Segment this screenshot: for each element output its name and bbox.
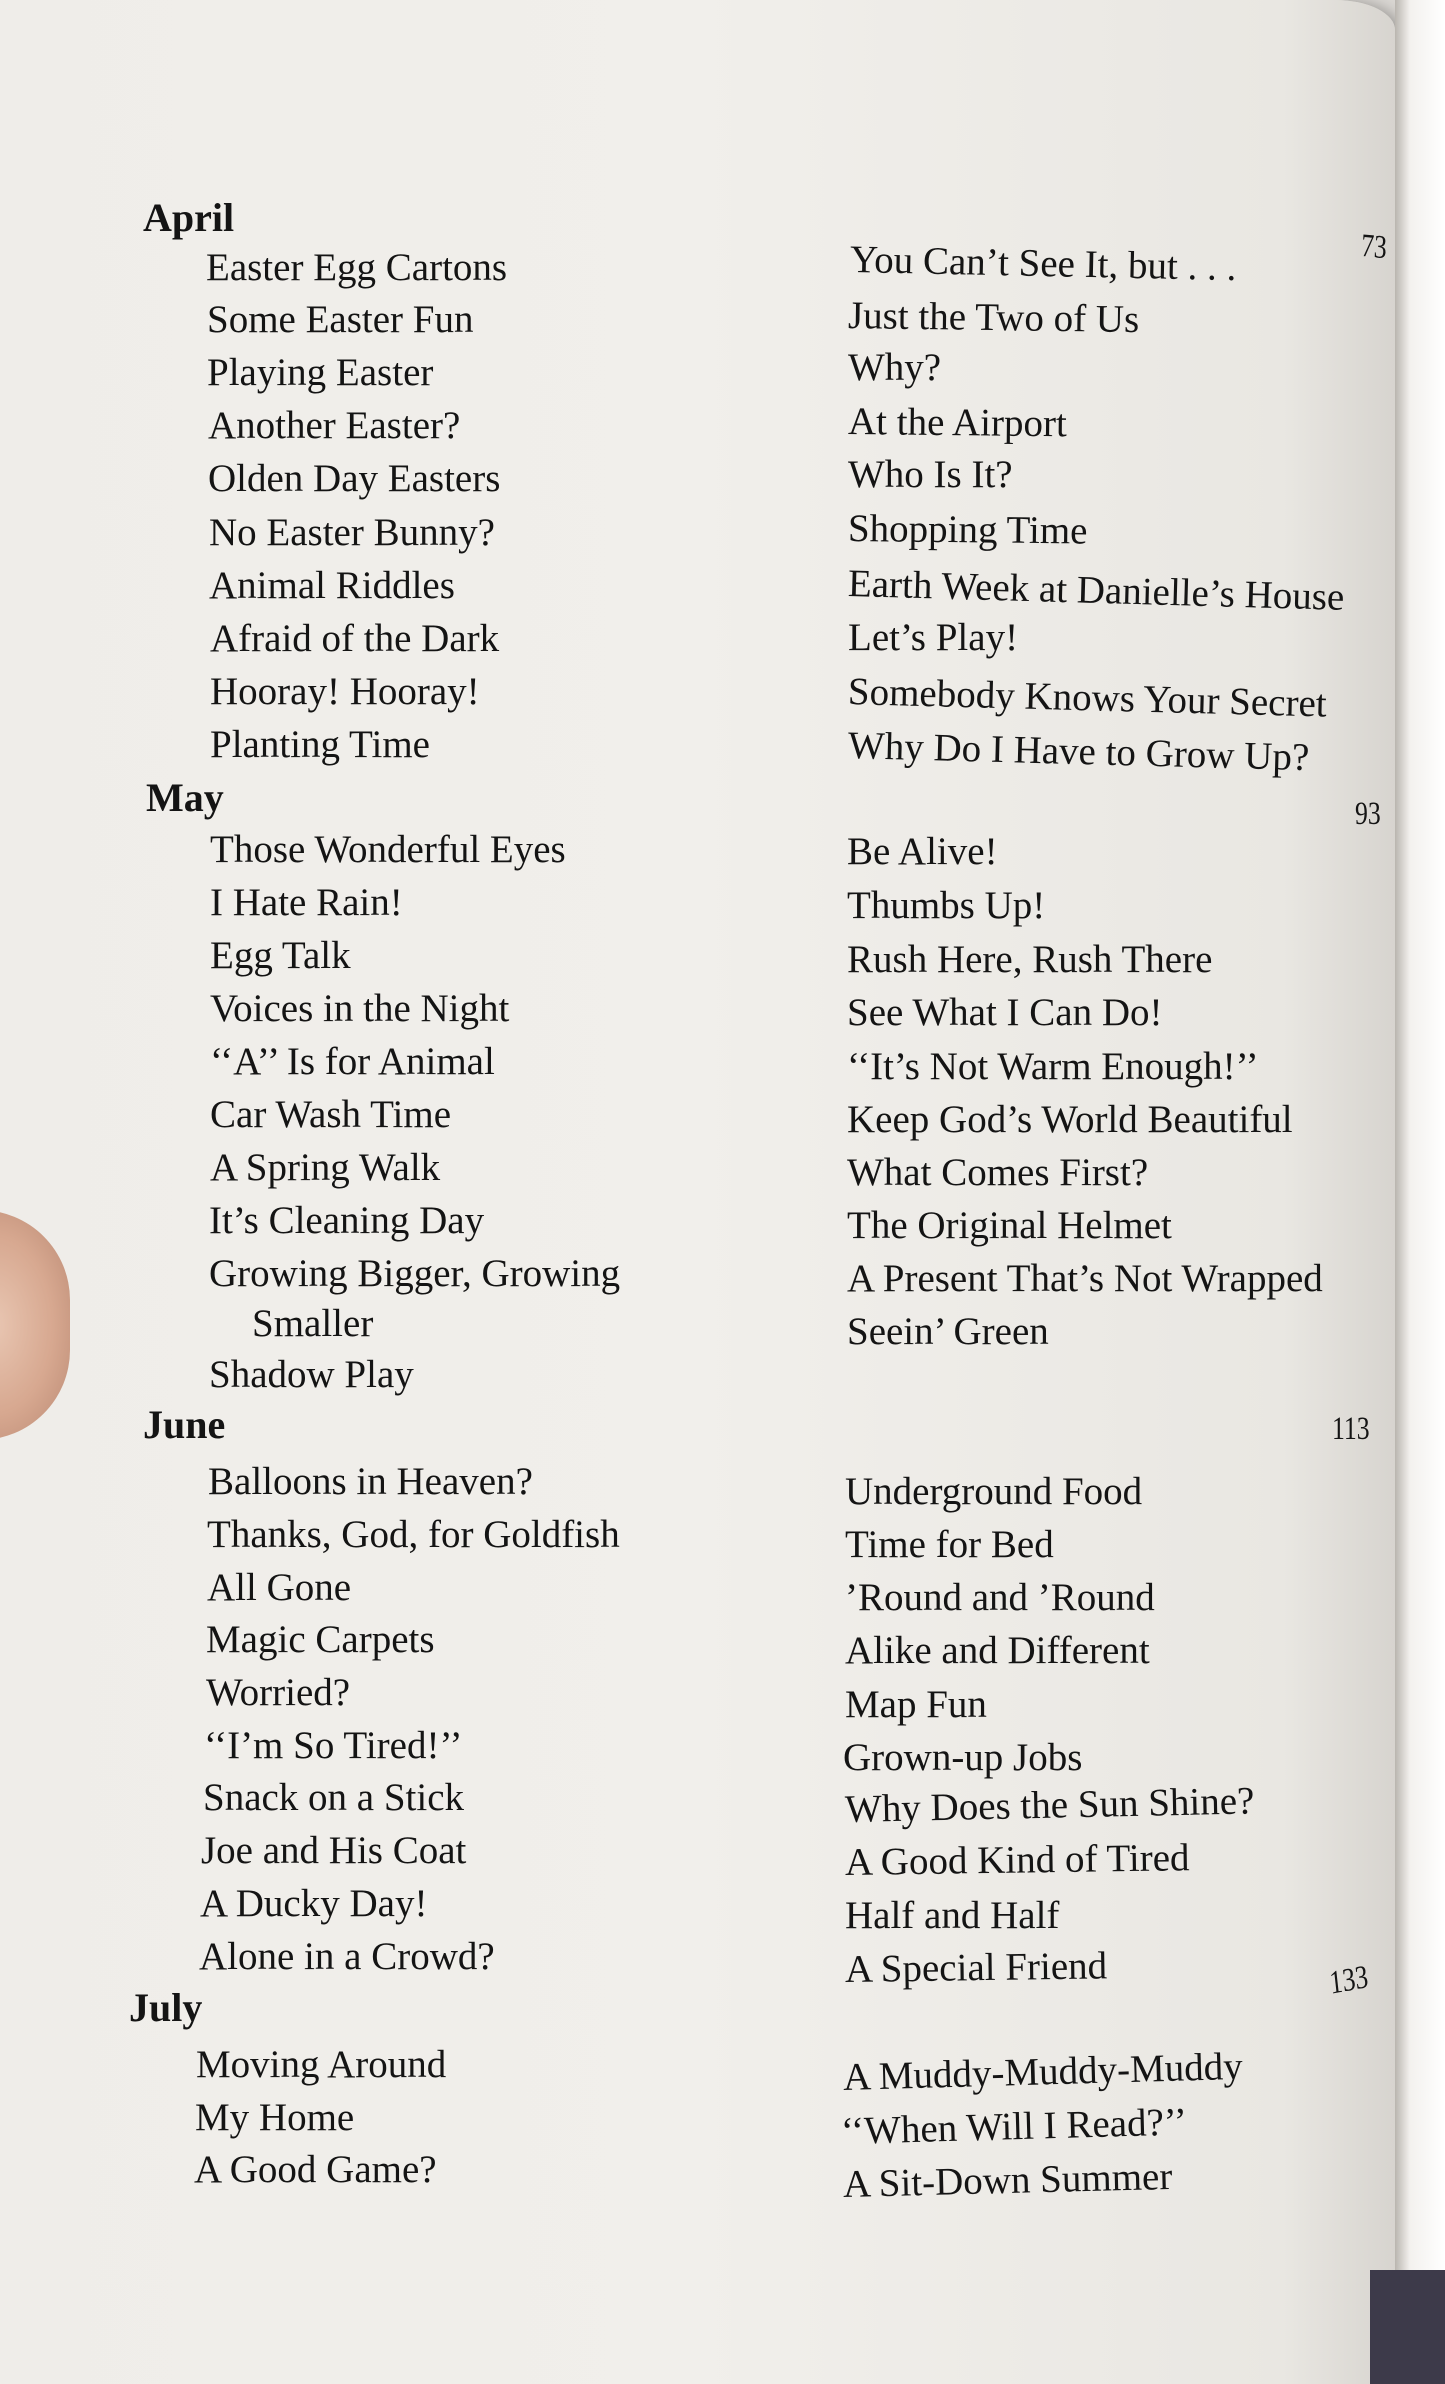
toc-entry: Half and Half [845, 1894, 1060, 1937]
toc-entry: Easter Egg Cartons [206, 246, 508, 289]
toc-entry: ‘‘A’’ Is for Animal [210, 1040, 495, 1083]
toc-entry: Why Does the Sun Shine? [844, 1779, 1255, 1831]
toc-entry: Why Do I Have to Grow Up? [847, 724, 1310, 780]
toc-entry: Alone in a Crowd? [199, 1935, 495, 1978]
toc-entry: Those Wonderful Eyes [210, 828, 566, 871]
background-cloth [1370, 2270, 1445, 2384]
toc-entry: Why? [848, 346, 942, 389]
toc-entry: Just the Two of Us [847, 294, 1140, 342]
toc-entry: Shopping Time [847, 507, 1088, 553]
month-heading-june: June [143, 1402, 226, 1447]
month-heading-july: July [129, 1985, 203, 2030]
toc-entry: What Comes First? [847, 1151, 1149, 1194]
toc-entry: Worried? [206, 1671, 351, 1714]
page-number-june: 113 [1332, 1411, 1370, 1447]
toc-entry: Balloons in Heaven? [208, 1460, 533, 1503]
toc-entry: Underground Food [845, 1470, 1143, 1513]
toc-entry: Joe and His Coat [201, 1829, 467, 1872]
toc-entry: Grown-up Jobs [843, 1736, 1083, 1779]
toc-entry: ‘‘It’s Not Warm Enough!’’ [847, 1045, 1259, 1088]
toc-entry: No Easter Bunny? [209, 511, 495, 554]
toc-entry: ’Round and ’Round [845, 1576, 1155, 1619]
month-heading-april: April [143, 195, 235, 240]
page-edge [1395, 0, 1445, 2384]
toc-entry: A Special Friend [844, 1944, 1108, 1991]
toc-entry: Map Fun [845, 1683, 987, 1726]
toc-entry: Another Easter? [208, 404, 461, 447]
toc-entry: Afraid of the Dark [210, 617, 500, 660]
toc-entry: Seein’ Green [847, 1310, 1049, 1353]
toc-entry: My Home [195, 2096, 355, 2139]
toc-entry: A Good Kind of Tired [844, 1836, 1190, 1884]
toc-entry: Somebody Knows Your Secret [847, 670, 1328, 726]
toc-entry: Moving Around [196, 2043, 447, 2086]
toc-entry: All Gone [207, 1566, 352, 1609]
toc-entry: You Can’t See It, but . . . [849, 238, 1237, 290]
toc-entry: See What I Can Do! [847, 991, 1163, 1034]
toc-entry: Planting Time [210, 723, 430, 766]
toc-entry: A Spring Walk [210, 1146, 441, 1189]
toc-entry: Some Easter Fun [207, 298, 474, 341]
toc-entry: Olden Day Easters [208, 457, 501, 500]
toc-entry: A Muddy-Muddy-Muddy [842, 2044, 1244, 2099]
toc-entry: Let’s Play! [848, 616, 1019, 659]
toc-entry: Keep God’s World Beautiful [847, 1098, 1293, 1141]
toc-entry: Smaller [252, 1302, 374, 1345]
toc-entry: Car Wash Time [210, 1093, 452, 1136]
toc-entry: ‘‘When Will I Read?’’ [840, 2100, 1188, 2153]
toc-entry: A Present That’s Not Wrapped [847, 1257, 1323, 1300]
page-number-july: 133 [1327, 1959, 1370, 2002]
toc-entry: Playing Easter [207, 351, 434, 394]
month-heading-may: May [146, 775, 224, 820]
toc-entry: Snack on a Stick [203, 1776, 465, 1819]
toc-entry: Rush Here, Rush There [847, 938, 1213, 981]
toc-entry: Shadow Play [209, 1353, 414, 1396]
toc-entry: The Original Helmet [847, 1204, 1172, 1247]
toc-entry: A Sit-Down Summer [842, 2154, 1173, 2206]
toc-entry: It’s Cleaning Day [209, 1199, 485, 1242]
toc-entry: I Hate Rain! [210, 881, 403, 924]
toc-entry: Egg Talk [210, 934, 351, 977]
toc-entry: Hooray! Hooray! [210, 670, 480, 713]
toc-entry: Voices in the Night [210, 987, 510, 1030]
toc-entry: Magic Carpets [206, 1618, 435, 1661]
toc-entry: Earth Week at Danielle’s House [847, 562, 1345, 619]
toc-entry: Thumbs Up! [847, 884, 1046, 927]
toc-entry: Thanks, God, for Goldfish [207, 1513, 620, 1556]
page-number-april: 73 [1360, 228, 1388, 267]
toc-entry: Time for Bed [845, 1523, 1054, 1566]
toc-entry: Growing Bigger, Growing [209, 1252, 621, 1295]
toc-entry: At the Airport [847, 400, 1068, 446]
page-number-may: 93 [1355, 796, 1381, 832]
toc-entry: Alike and Different [845, 1629, 1150, 1672]
toc-entry: A Ducky Day! [200, 1882, 428, 1925]
toc-entry: Be Alive! [847, 830, 998, 873]
toc-entry: Who Is It? [848, 453, 1013, 496]
toc-entry: ‘‘I’m So Tired!’’ [204, 1724, 463, 1767]
toc-entry: Animal Riddles [209, 564, 455, 607]
toc-entry: A Good Game? [194, 2148, 437, 2191]
